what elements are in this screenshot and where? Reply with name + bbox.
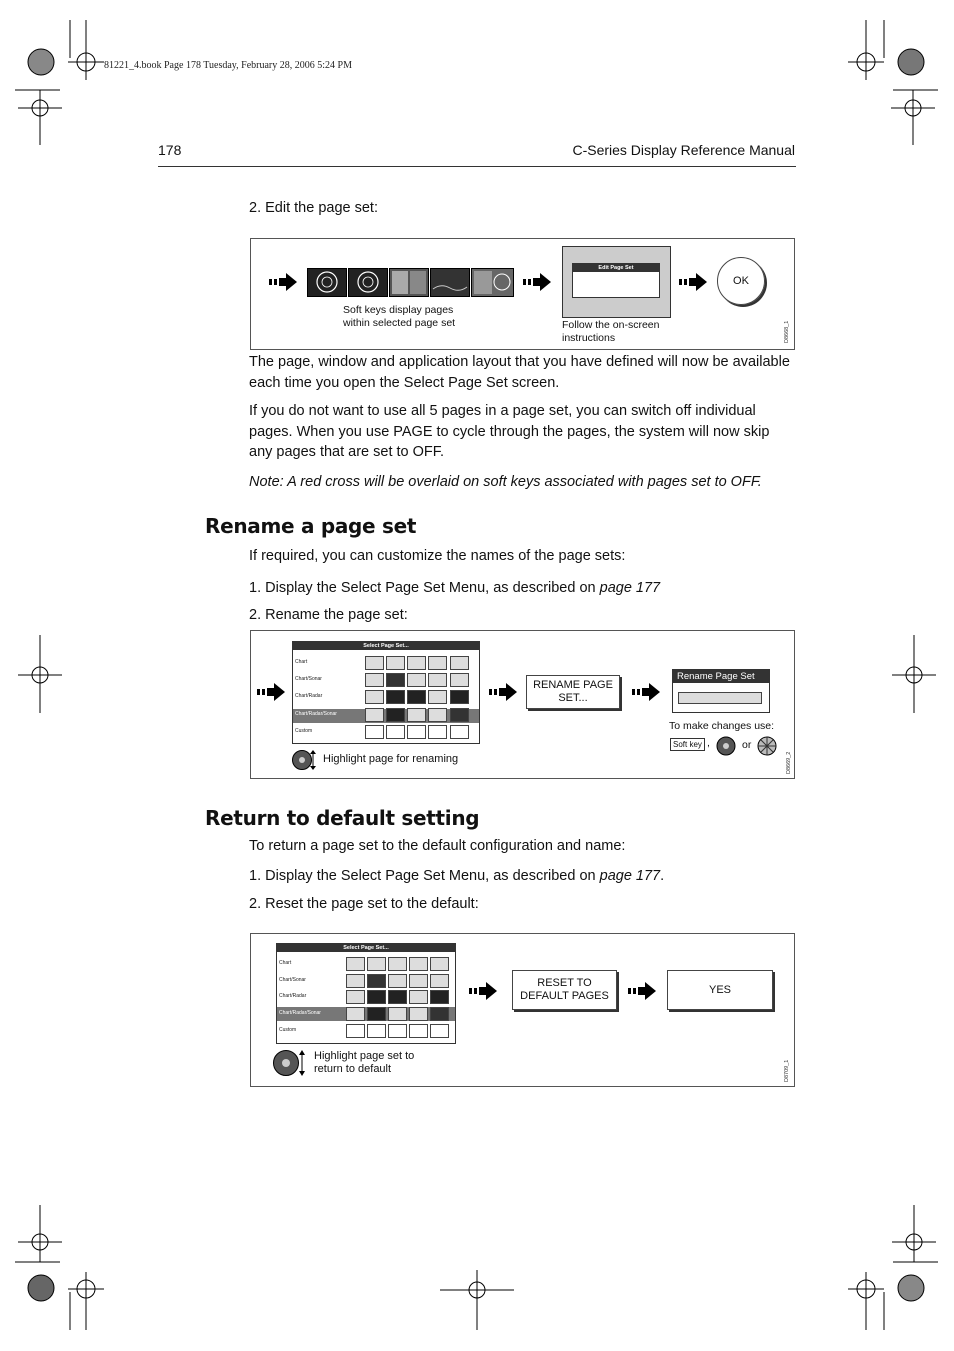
name-input[interactable] bbox=[678, 692, 762, 704]
rotary-knob-icon[interactable] bbox=[757, 736, 777, 756]
reset-step-1-text: 1. Display the Select Page Set Menu, as described on bbox=[249, 868, 600, 884]
arrow-right-icon bbox=[523, 273, 551, 291]
arrow-right-icon bbox=[257, 683, 285, 701]
header-rule bbox=[158, 166, 796, 167]
menu-row[interactable]: Custom bbox=[279, 1027, 297, 1033]
intro-step: 2. Edit the page set: bbox=[249, 200, 378, 216]
menu-row[interactable]: Chart bbox=[279, 960, 292, 966]
menu-row[interactable]: Chart/Radar/Sonar bbox=[295, 711, 337, 717]
trackpad-icon bbox=[292, 749, 316, 771]
figure-edit-page-set bbox=[250, 238, 795, 350]
rename-intro: If required, you can customize the names of the page sets: bbox=[249, 548, 626, 564]
reset-intro: To return a page set to the default configuration and name: bbox=[249, 838, 626, 854]
reset-step-1 bbox=[249, 866, 664, 887]
highlight-caption: Highlight page for renaming bbox=[323, 753, 459, 765]
arrow-right-icon bbox=[269, 273, 297, 291]
menu-row[interactable]: Chart/Sonar bbox=[279, 977, 306, 983]
menu-title: Select Page Set... bbox=[293, 642, 479, 650]
rename-page-set-button[interactable]: RENAME PAGE SET... bbox=[526, 675, 620, 709]
trackpad-icon bbox=[273, 1049, 307, 1077]
rename-step-1 bbox=[249, 578, 660, 599]
select-page-set-menu bbox=[276, 943, 456, 1044]
comma-separator: , bbox=[707, 737, 710, 749]
reset-step-1-end: . bbox=[660, 868, 665, 884]
soft-key-button[interactable]: Soft key bbox=[670, 738, 705, 751]
menu-row[interactable]: Chart/Radar bbox=[279, 993, 307, 999]
page-177-link[interactable]: page 177 bbox=[599, 580, 661, 596]
figure-code: D8669_2 bbox=[786, 751, 792, 774]
page-number: 178 bbox=[158, 142, 182, 158]
rename-step-2: 2. Rename the page set: bbox=[249, 607, 408, 623]
page-thumbnail bbox=[307, 268, 347, 297]
heading-rename-page-set: Rename a page set bbox=[205, 514, 417, 538]
reset-default-pages-button[interactable]: RESET TO DEFAULT PAGES bbox=[512, 970, 617, 1010]
running-header-title: C-Series Display Reference Manual bbox=[572, 142, 795, 158]
paragraph-layout-available: The page, window and application layout that you have defined will now be available each time you open the Select Page Set screen. bbox=[249, 354, 790, 391]
arrow-right-icon bbox=[632, 683, 660, 701]
softkeys-caption: Soft keys display pages within selected page set bbox=[343, 304, 456, 329]
edit-page-set-screen bbox=[562, 246, 671, 318]
ok-button[interactable]: OK bbox=[717, 257, 765, 305]
menu-row[interactable]: Chart/Radar bbox=[295, 693, 323, 699]
page-177-link[interactable]: page 177 bbox=[599, 868, 661, 884]
figure-code: D8709_1 bbox=[784, 1059, 790, 1082]
page-thumbnail bbox=[348, 268, 388, 297]
menu-row[interactable]: Custom bbox=[295, 728, 313, 734]
arrow-right-icon bbox=[679, 273, 707, 291]
menu-row[interactable]: Chart/Radar/Sonar bbox=[279, 1010, 321, 1016]
trackpad-icon[interactable] bbox=[716, 736, 736, 756]
paragraph-switch-off-pages: If you do not want to use all 5 pages in a page set, you can switch off individual pages. When you use PAGE to cycle through the pages, the system will now skip any pages that are set to OFF. bbox=[249, 403, 770, 460]
highlight-caption: Highlight page set to return to default bbox=[314, 1050, 415, 1075]
print-slug: 81221_4.book Page 178 Tuesday, February 28, 2006 5:24 PM bbox=[104, 60, 352, 71]
rename-dialog-title: Rename Page Set bbox=[673, 670, 769, 683]
arrow-right-icon bbox=[469, 982, 497, 1000]
rename-step-1-text: 1. Display the Select Page Set Menu, as described on bbox=[249, 580, 600, 596]
arrow-right-icon bbox=[628, 982, 656, 1000]
menu-row[interactable]: Chart/Sonar bbox=[295, 676, 322, 682]
figure-rename-page-set bbox=[250, 630, 795, 779]
menu-row[interactable]: Chart bbox=[295, 659, 308, 665]
yes-button[interactable]: YES bbox=[667, 970, 773, 1010]
screen-title: Edit Page Set bbox=[573, 264, 659, 272]
page-thumbnail bbox=[471, 268, 514, 297]
note-red-cross: Note: A red cross will be overlaid on soft keys associated with pages set to OFF. bbox=[249, 474, 762, 490]
page-thumbnail bbox=[389, 268, 429, 297]
figure-code: D8668_1 bbox=[784, 320, 790, 343]
arrow-right-icon bbox=[489, 683, 517, 701]
changes-label: To make changes use: bbox=[669, 720, 775, 732]
onscreen-caption: Follow the on-screen instructions bbox=[562, 319, 660, 344]
heading-return-default: Return to default setting bbox=[205, 806, 480, 830]
figure-reset-default bbox=[250, 933, 795, 1087]
page-thumbnail bbox=[430, 268, 470, 297]
reset-step-2: 2. Reset the page set to the default: bbox=[249, 896, 479, 912]
or-label: or bbox=[742, 739, 752, 751]
rename-dialog bbox=[672, 669, 770, 713]
menu-title: Select Page Set... bbox=[277, 944, 455, 952]
select-page-set-menu bbox=[292, 641, 480, 744]
